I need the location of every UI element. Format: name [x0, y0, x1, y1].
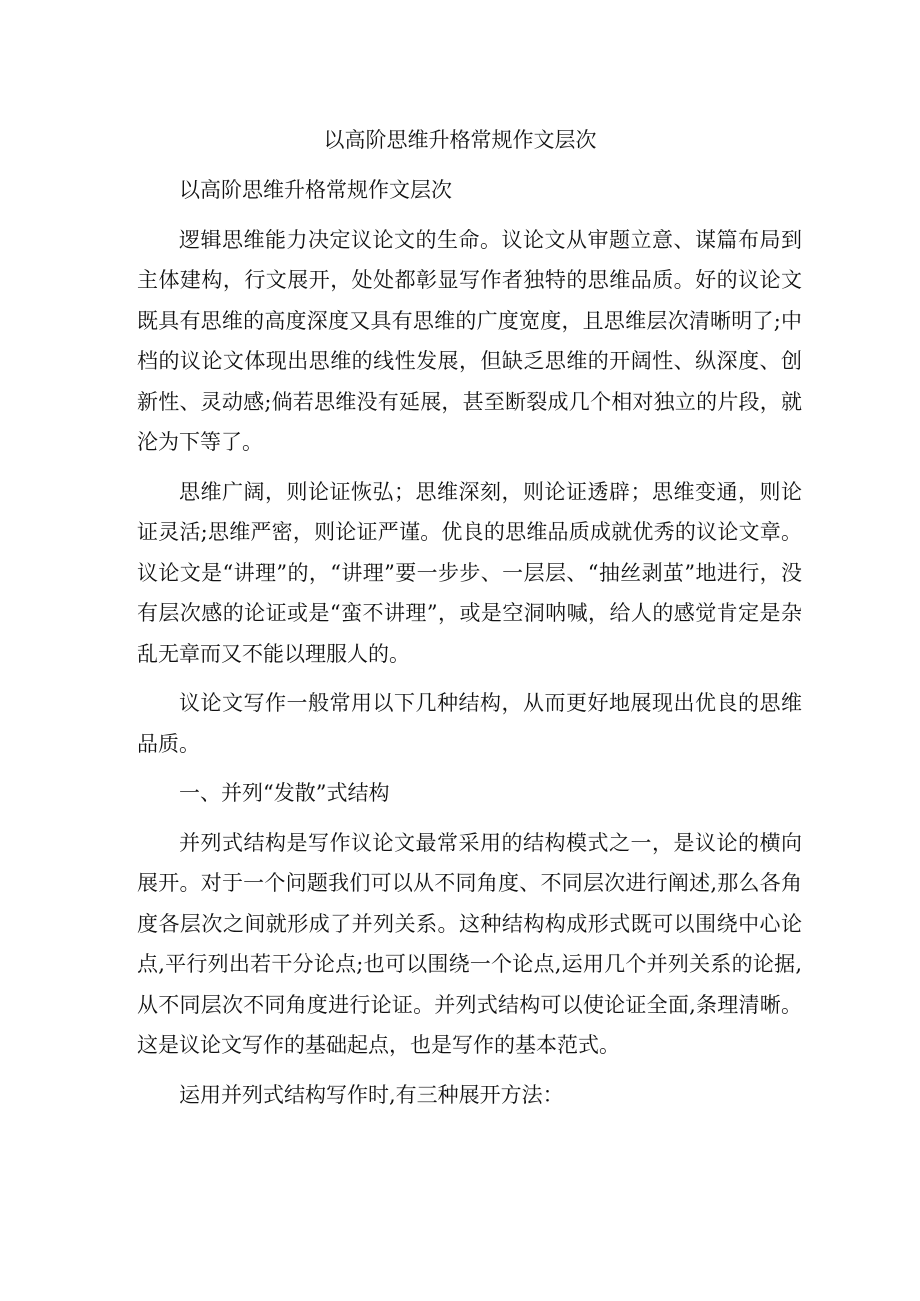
body-paragraph: 运用并列式结构写作时,有三种展开方法： — [179, 1082, 564, 1107]
body-paragraph: 思维广阔，则论证恢弘；思维深刻，则论证透辟；思维变通，则论证灵活;思维严密，则论证严谨。优良的思维品质成就优秀的议论文章。议论文是“讲理”的，“讲理”要一步步、一层层、“抽丝剥茧”地进行，没有层次感的论证或是“蛮不讲理”，或是空洞呐喊，给人的感觉肯定是杂乱无章而又不能以理服人的。 — [137, 479, 802, 666]
document-body — [137, 170, 802, 1124]
document-title: 以高阶思维升格常规作文层次 — [323, 128, 597, 152]
subtitle-paragraph: 以高阶思维升格常规作文层次 — [179, 178, 452, 202]
section-heading: 一、并列“发散”式结构 — [179, 781, 390, 805]
body-paragraph: 议论文写作一般常用以下几种结构，从而更好地展现出优良的思维品质。 — [137, 691, 802, 756]
body-paragraph: 逻辑思维能力决定议论文的生命。议论文从审题立意、谋篇布局到主体建构，行文展开，处处都彰显写作者独特的思维品质。好的议论文既具有思维的高度深度又具有思维的广度宽度，且思维层次清晰明了;中档的议论文体现出思维的线性发展，但缺乏思维的开阔性、纵深度、创新性、灵动感;倘若思维没有延展，甚至断裂成几个相对独立的片段，就沦为下等了。 — [137, 227, 802, 454]
body-paragraph: 并列式结构是写作议论文最常采用的结构模式之一，是议论的横向展开。对于一个问题我们可以从不同角度、不同层次进行阐述,那么各角度各层次之间就形成了并列关系。这种结构构成形式既可以围绕中心论点,平行列出若干分论点;也可以围绕一个论点,运用几个并列关系的论据,从不同层次不同角度进行论证。并列式结构可以使论证全面,条理清晰。这是议论文写作的基础起点，也是写作的基本范式。 — [137, 830, 802, 1057]
